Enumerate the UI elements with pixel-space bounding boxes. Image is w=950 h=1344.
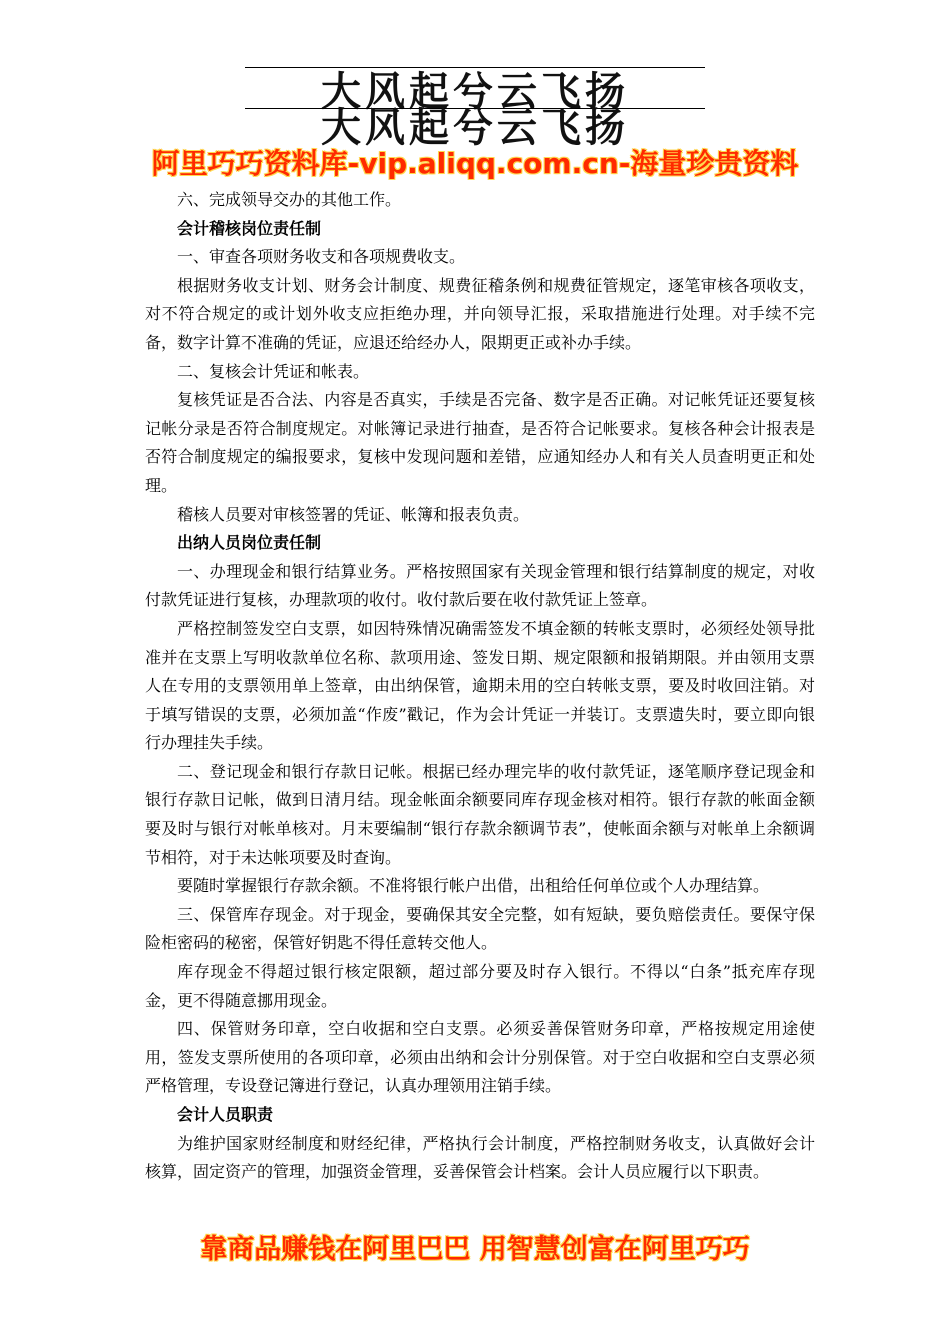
document-body — [145, 186, 815, 1187]
paragraph: 四、保管财务印章，空白收据和空白支票。必须妥善保管财务印章，严格按规定用途使用，签发支票所使用的各项印章，必须由出纳和会计分别保管。对于空白收据和空白支票必须严格管理，专设登记簿进行登记，认真办理领用注销手续。 — [145, 1019, 815, 1096]
paragraph: 一、办理现金和银行结算业务。严格按照国家有关现金管理和银行结算制度的规定，对收付款凭证进行复核，办理款项的收付。收付款后要在收付款凭证上签章。 — [145, 561, 815, 610]
paragraph: 三、保管库存现金。对于现金，要确保其安全完整，如有短缺，要负赔偿责任。要保守保险柜密码的秘密，保管好钥匙不得任意转交他人。 — [145, 904, 815, 953]
ad-banner-top[interactable]: 阿里巧巧资料库-vip.aliqq.com.cn-海量珍贵资料 — [151, 147, 799, 180]
header-title-2: 大风起兮云飞扬 — [321, 104, 629, 151]
paragraph: 一、审查各项财务收支和各项规费收支。 — [177, 247, 466, 267]
paragraph: 二、登记现金和银行存款日记帐。根据已经办理完毕的收付款凭证，逐笔顺序登记现金和银行存款日记帐，做到日清月结。现金帐面余额要同库存现金核对相符。银行存款的帐面金额要及时与银行对帐单核对。月末要编制“银行存款余额调节表”，使帐面余额与对帐单上余额调节相符，对于未达帐项要及时查询。 — [145, 761, 815, 867]
ad-banner-bottom[interactable]: 靠商品赚钱在阿里巴巴 用智慧创富在阿里巧巧 — [200, 1234, 750, 1265]
section-heading: 出纳人员岗位责任制 — [177, 533, 322, 553]
section-heading: 会计稽核岗位责任制 — [177, 218, 322, 238]
paragraph: 为维护国家财经制度和财经纪律，严格执行会计制度，严格控制财务收支，认真做好会计核算，固定资产的管理，加强资金管理，妥善保管会计档案。会计人员应履行以下职责。 — [145, 1133, 815, 1182]
paragraph: 根据财务收支计划、财务会计制度、规费征稽条例和规费征管规定，逐笔审核各项收支， 对不符合规定的或计划外收支应拒绝办理，并向领导汇报，采取措施进行处理。对手续不完备，数字计算不准确的凭证，应退还给经办人，限期更正或补办手续。 — [145, 275, 815, 352]
paragraph: 六、完成领导交办的其他工作。 — [177, 190, 402, 209]
paragraph: 库存现金不得超过银行核定限额，超过部分要及时存入银行。不得以“白条”抵充库存现金，更不得随意挪用现金。 — [145, 962, 815, 1010]
paragraph: 要随时掌握银行存款余额。不准将银行帐户出借，出租给任何单位或个人办理结算。 — [177, 876, 770, 896]
paragraph: 稽核人员要对审核签署的凭证、帐簿和报表负责。 — [177, 504, 530, 524]
paragraph: 二、复核会计凭证和帐表。 — [177, 361, 370, 381]
section-heading: 会计人员职责 — [177, 1105, 274, 1124]
header-title-1: 大风起兮云飞扬 — [321, 68, 629, 115]
paragraph: 严格控制签发空白支票，如因特殊情况确需签发不填金额的转帐支票时，必须经处领导批准并在支票上写明收款单位名称、款项用途、签发日期、规定限额和报销期限。并由领用支票人在专用的支票领用单上签章，由出纳保管，逾期未用的空白转帐支票，要及时收回注销。对于填写错误的支票，必须加盖“作废”戳记，作为会计凭证一并装订。支票遗失时，要立即向银行办理挂失手续。 — [145, 618, 815, 753]
paragraph: 复核凭证是否合法、内容是否真实，手续是否完备、数字是否正确。对记帐凭证还要复核记帐分录是否符合制度规定。对帐簿记录进行抽查，是否符合记帐要求。复核各种会计报表是否符合制度规定的编报要求，复核中发现问题和差错，应通知经办人和有关人员查明更正和处理。 — [145, 390, 815, 495]
